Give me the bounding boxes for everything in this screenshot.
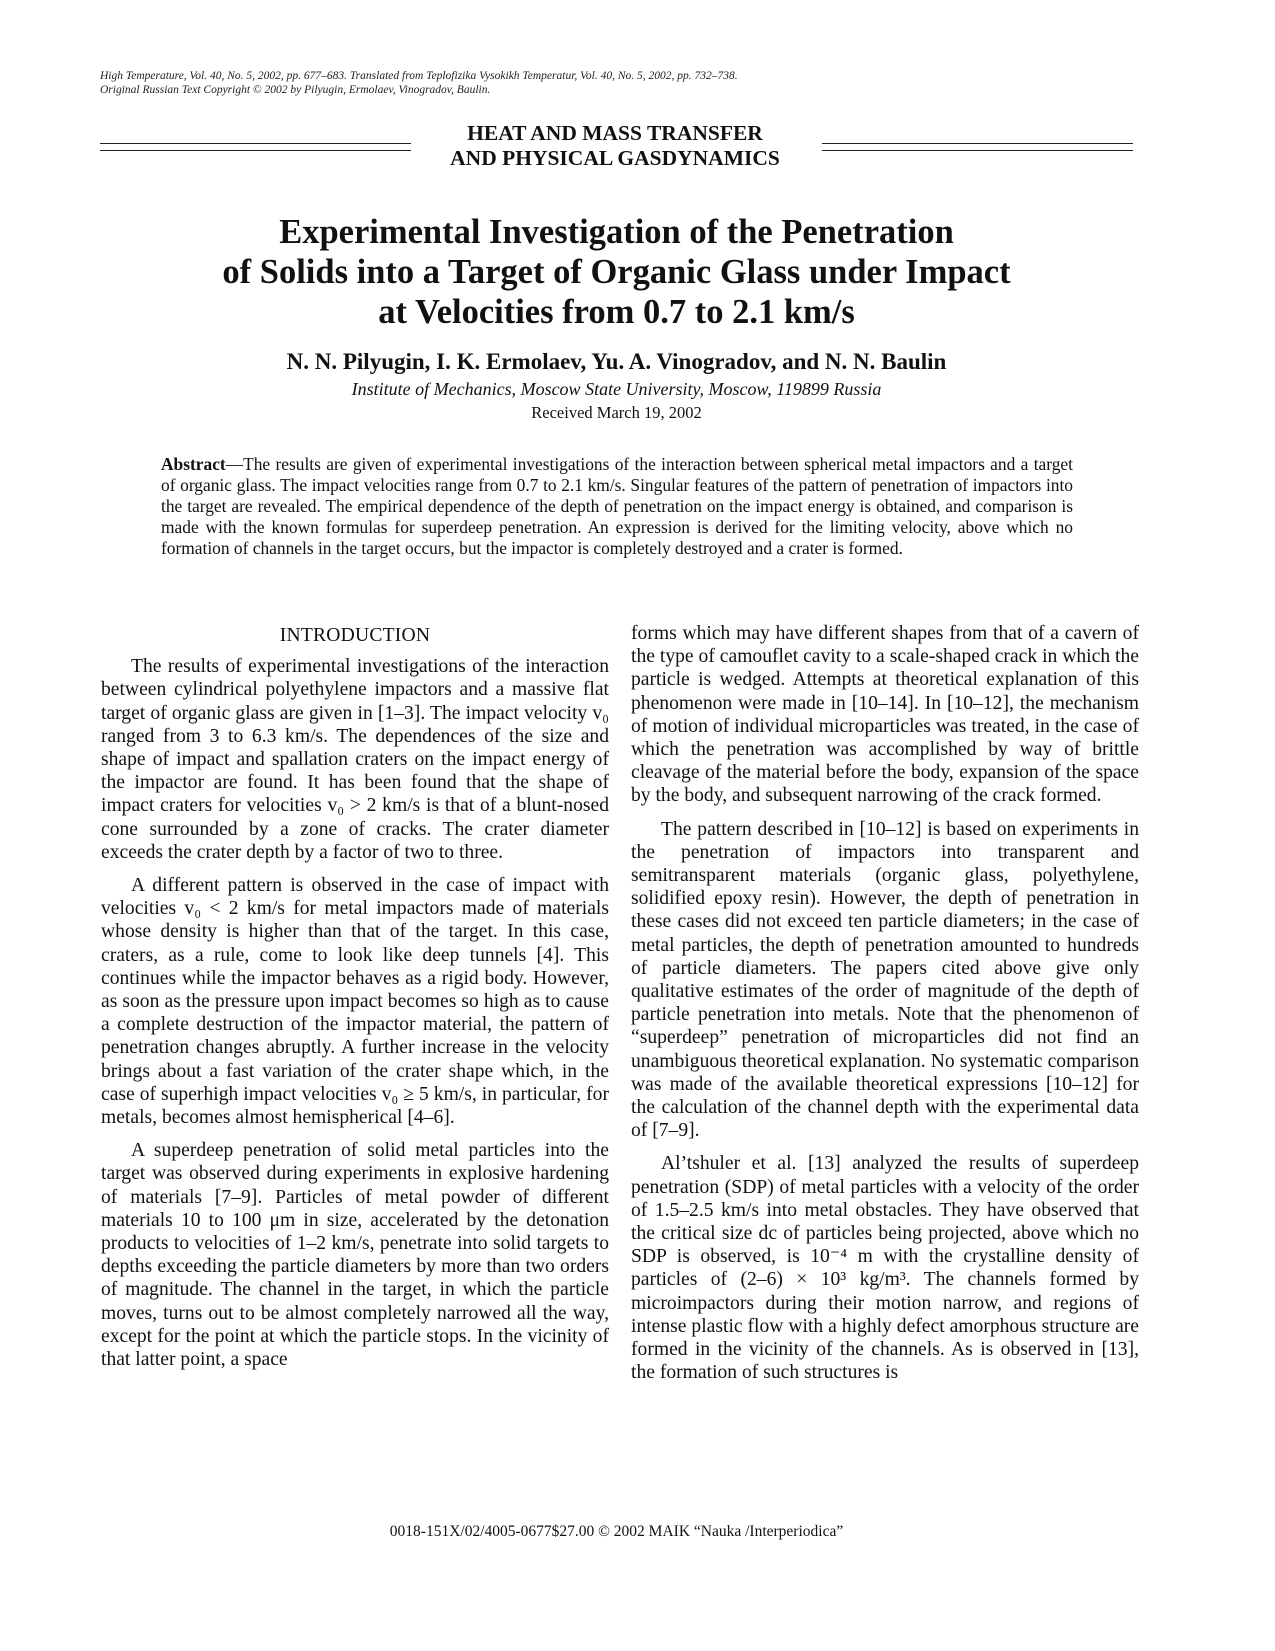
journal-header-line-2: Original Russian Text Copyright © 2002 by Pilyugin, Ermolaev, Vinogradov, Baulin.: [100, 84, 491, 96]
abstract: [161, 454, 1073, 559]
paragraph: Al’tshuler et al. [13] analyzed the results of superdeep penetration (SDP) of metal particles with a velocity of the order of 1.5–2.5 km/s into metal obstacles. They have observed that the critical size dc of particles being projected, above which no SDP is observed, is 10⁻⁴ m with the crystalline density of particles of (2–6) × 10³ kg/m³. The channels formed by microimpactors during their motion narrow, and regions of intense plastic flow with a highly defect amorphous structure are formed in the vicinity of the channels. As is observed in [13], the formation of such structures is: [631, 1153, 1139, 1384]
section-banner: [100, 121, 1133, 177]
banner-rule-left: [100, 143, 411, 151]
paragraph: A different pattern is observed in the case of impact with velocities v₀ < 2 km/s for metal impactors made of materials whose density is higher than that of the target. In this case, craters, as a rule, come to look like deep tunnels [4]. This continues while the impactor behaves as a rigid body. However, as soon as the pressure upon impact becomes so high as to cause a complete destruction of the impactor material, the pattern of penetration changes abruptly. A further increase in the velocity brings about a fast variation of the crater shape which, in the case of superhigh impact velocities v₀ ≥ 5 km/s, in particular, for metals, becomes almost hemispherical [4–6].: [101, 875, 609, 1129]
section-title-line-1: HEAT AND MASS TRANSFER: [467, 121, 763, 145]
copyright-footer: 0018-151X/02/4005-0677$27.00 © 2002 MAIK “Nauka /Interperiodica”: [389, 1523, 844, 1540]
introduction-heading: INTRODUCTION: [279, 625, 431, 646]
paper-title-line-2: of Solids into a Target of Organic Glass under Impact: [222, 253, 1011, 291]
paragraph: A superdeep penetration of solid metal particles into the target was observed during experiments in explosive hardening of materials [7–9]. Particles of metal powder of different materials 10 to 100 μm in size, accelerated by the detonation products to velocities of 1–2 km/s, penetrate into solid targets to depths exceeding the particle diameters by more than two orders of magnitude. The channel in the target, in which the particle moves, turns out to be almost completely narrowed all the way, except for the point at which the particle stops. In the vicinity of that latter point, a space: [101, 1140, 609, 1371]
author-list: N. N. Pilyugin, I. K. Ermolaev, Yu. A. Vinogradov, and N. N. Baulin: [286, 349, 947, 374]
right-column: [631, 622, 1139, 1395]
paper-title: [100, 212, 1133, 332]
journal-header-line-1: High Temperature, Vol. 40, No. 5, 2002, pp. 677–683. Translated from Teplofizika Vysokikh Temperatur, Vol. 40, No. 5, 2002, pp. 732–738.: [100, 70, 738, 82]
abstract-text: —The results are given of experimental investigations of the interaction between spherical metal impactors and a target of organic glass. The impact velocities range from 0.7 to 2.1 km/s. Singular features of the pattern of penetration of impactors into the target are revealed. The empirical dependence of the depth of penetration on the impact energy is obtained, and comparison is made with the known formulas for superdeep penetration. An expression is derived for the limiting velocity, above which no formation of channels in the target occurs, but the impactor is completely destroyed and a crater is formed.: [161, 454, 1073, 558]
paragraph: forms which may have different shapes from that of a cavern of the type of camouflet cavity to a scale-shaped crack in which the particle is wedged. Attempts at theoretical explanation of this phenomenon were made in [10–14]. In [10–12], the mechanism of motion of individual microparticles was treated, in the case of which the penetration was accomplished by way of brittle cleavage of the material before the body, expansion of the space by the body, and subsequent narrowing of the crack formed.: [631, 623, 1139, 807]
received-date: Received March 19, 2002: [531, 403, 702, 422]
abstract-label: Abstract: [161, 454, 226, 474]
section-title-line-2: AND PHYSICAL GASDYNAMICS: [450, 146, 780, 170]
paper-title-line-3: at Velocities from 0.7 to 2.1 km/s: [378, 293, 855, 331]
banner-rule-right: [822, 143, 1133, 151]
paragraph: The results of experimental investigations of the interaction between cylindrical polyethylene impactors and a massive flat target of organic glass are given in [1–3]. The impact velocity v₀ ranged from 3 to 6.3 km/s. The dependences of the size and shape of impact and spallation craters on the impact energy of the impactor are found. It has been found that the shape of impact craters for velocities v₀ > 2 km/s is that of a blunt-nosed cone surrounded by a zone of cracks. The crater diameter exceeds the crater depth by a factor of two to three.: [101, 656, 609, 863]
paper-title-line-1: Experimental Investigation of the Penetration: [279, 213, 954, 251]
affiliation: Institute of Mechanics, Moscow State University, Moscow, 119899 Russia: [351, 379, 882, 399]
section-title: [420, 121, 810, 171]
paragraph: The pattern described in [10–12] is based on experiments in the penetration of impactors into transparent and semitransparent materials (organic glass, polyethylene, solidified epoxy resin). However, the depth of penetration in these cases did not exceed ten particle diameters; in the case of metal particles, the depth of penetration amounted to hundreds of particle diameters. The papers cited above give only qualitative estimates of the order of magnitude of the depth of particle penetration into metals. Note that the phenomenon of “superdeep” penetration of microparticles did not find an unambiguous theoretical explanation. No systematic comparison was made of the available theoretical expressions [10–12] for the calculation of the channel depth with the experimental data of [7–9].: [631, 818, 1139, 1142]
left-column: [101, 624, 609, 1381]
